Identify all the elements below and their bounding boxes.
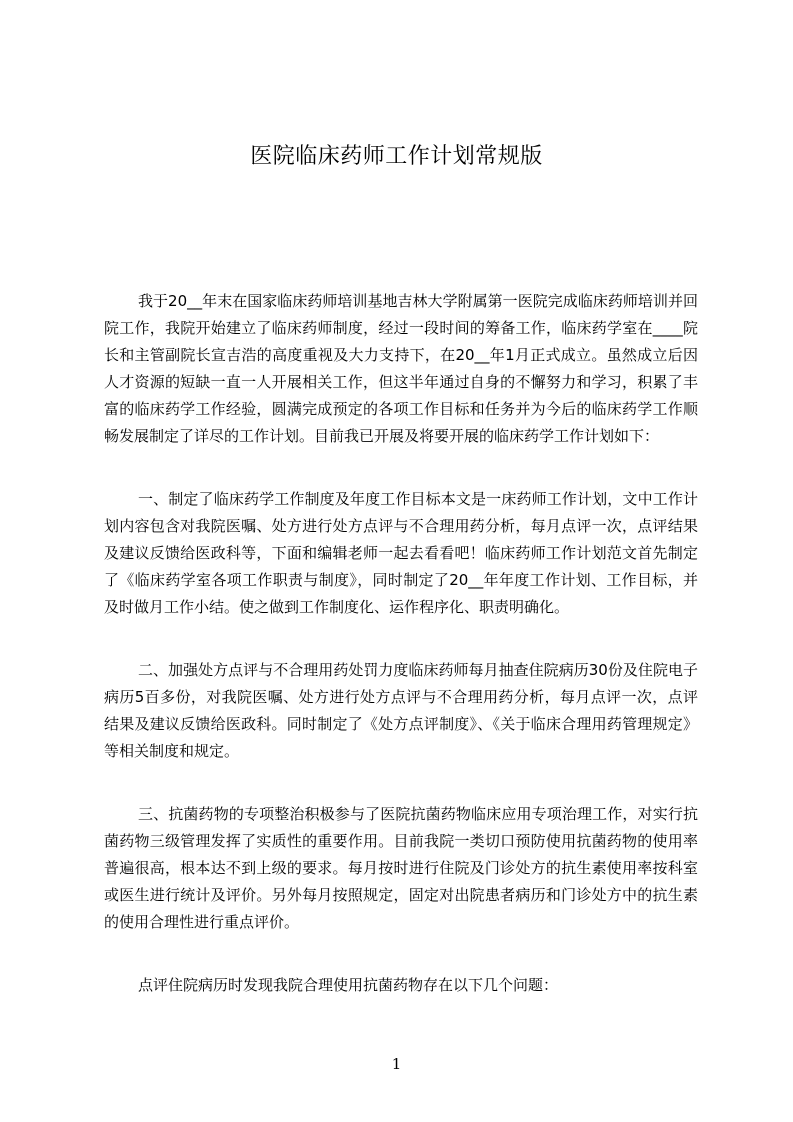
- paragraph-section-3: 三、抗菌药物的专项整治积极参与了医院抗菌药物临床应用专项治理工作，对实行抗菌药物三级管理发挥了实质性的重要作用。目前我院一类切口预防使用抗菌药物的使用率普遍很高，根本达不到上级的要求。每月按时进行住院及门诊处方的抗生素使用率按科室或医生进行统计及评价。另外每月按照规定，固定对出院患者病历和门诊处方中的抗生素的使用合理性进行重点评价。: [104, 805, 698, 931]
- paragraph-review-issues: 点评住院病历时发现我院合理使用抗菌药物存在以下几个问题：: [138, 976, 559, 994]
- document-title: 医院临床药师工作计划常规版: [250, 144, 543, 169]
- paragraph-intro: 我于20__年末在国家临床药师培训基地吉林大学附属第一医院完成临床药师培训并回院工作，我院开始建立了临床药师制度，经过一段时间的筹备工作，临床药学室在____院长和主管副院长宣吉浩的高度重视及大力支持下，在20__年1月正式成立。虽然成立后因人才资源的短缺一直一人开展相关工作，但这半年通过自身的不懈努力和学习，积累了丰富的临床药学工作经验，圆满完成预定的各项工作目标和任务并为今后的临床药学工作顺畅发展制定了详尽的工作计划。目前我已开展及将要开展的临床药学工作计划如下：: [104, 292, 698, 445]
- page-number: 1: [391, 1055, 402, 1073]
- paragraph-section-2: 二、加强处方点评与不合理用药处罚力度临床药师每月抽查住院病历30份及住院电子病历5百多份，对我院医嘱、处方进行处方点评与不合理用药分析，每月点评一次，点评结果及建议反馈给医政科。同时制定了《处方点评制度》、《关于临床合理用药管理规定》等相关制度和规定。: [104, 661, 698, 760]
- paragraph-section-1: 一、制定了临床药学工作制度及年度工作目标本文是一床药师工作计划，文中工作计划内容包含对我院医嘱、处方进行处方点评与不合理用药分析，每月点评一次，点评结果及建议反馈给医政科等，下面和编辑老师一起去看看吧！临床药师工作计划范文首先制定了《临床药学室各项工作职责与制度》，同时制定了20__年年度工作计划、工作目标，并及时做月工作小结。使之做到工作制度化、运作程序化、职责明确化。: [104, 490, 698, 616]
- document-body: [104, 288, 698, 999]
